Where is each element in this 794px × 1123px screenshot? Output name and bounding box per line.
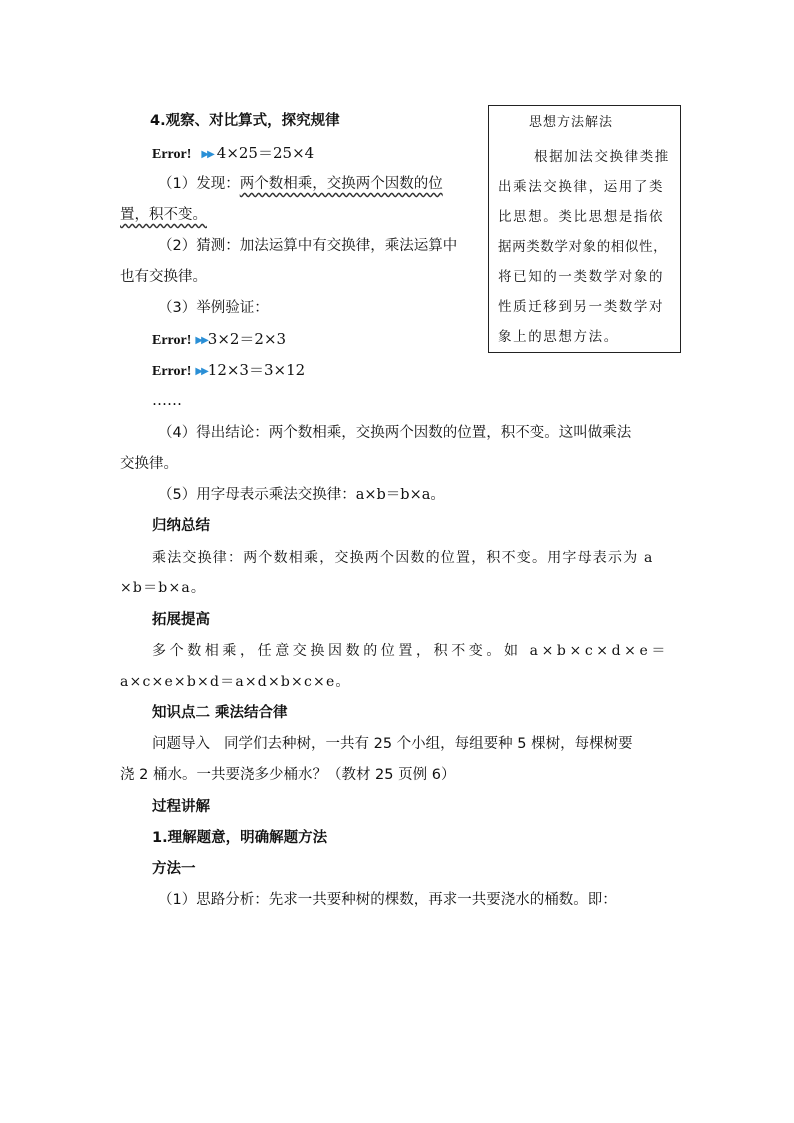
guess-line-1: （2）猜测：加法运算中有交换律，乘法运算中	[158, 238, 458, 254]
discover-underlined-1: 两个数相乘，交换两个因数的位	[239, 176, 443, 192]
formula-line	[152, 143, 314, 166]
conclusion-line-2: 交换律。	[120, 456, 178, 472]
discover-line-2	[120, 205, 207, 225]
intro-label: 问题导入	[152, 736, 210, 752]
double-chevron-icon: ▶▶	[201, 149, 213, 160]
step1-heading: 1.理解题意，明确解题方法	[152, 830, 328, 846]
sidebox-line: 出乘法交换律，运用了类	[498, 179, 665, 195]
method1-line: （1）思路分析：先求一共要种树的棵数，再求一共要浇水的桶数。即：	[158, 892, 617, 908]
intro-text-1: 同学们去种树，一共有 25 个小组，每组要种 5 棵树，每棵树要	[224, 736, 633, 752]
extension-heading: 拓展提高	[152, 612, 210, 628]
process-heading: 过程讲解	[152, 799, 210, 815]
guess-line-2: 也有交换律。	[120, 269, 207, 285]
double-chevron-icon: ▶▶	[195, 366, 207, 377]
example-1: 3×2＝2×3	[207, 330, 287, 348]
summary-line-1: 乘法交换律：两个数相乘，交换两个因数的位置，积不变。用字母表示为 a	[152, 550, 654, 566]
summary-heading: 归纳总结	[152, 518, 210, 534]
sidebox-line: 据两类数学对象的相似性，	[498, 239, 668, 255]
formula: 4×25＝25×4	[216, 144, 315, 162]
letters-prefix: （5）用字母表示乘法交换律：	[158, 487, 356, 503]
example-line-1	[152, 329, 286, 352]
summary-line-2: ×b＝b×a。	[120, 580, 207, 596]
sidebox-line: 根据加法交换律类推	[534, 149, 670, 165]
error-label: Error!	[152, 147, 192, 162]
letters-formula: a×b＝b×a。	[355, 487, 445, 503]
discover-prefix: （1）发现：	[158, 176, 240, 192]
error-label: Error!	[152, 333, 192, 348]
ellipsis: ……	[152, 391, 182, 409]
example-line-2	[152, 360, 305, 383]
intro-line-2: 浇 2 桶水。一共要浇多少桶水？（教材 25 页例 6）	[120, 767, 456, 783]
double-chevron-icon: ▶▶	[195, 335, 207, 346]
discover-line-1	[158, 174, 443, 194]
sidebox-body	[498, 142, 678, 352]
error-label: Error!	[152, 364, 192, 379]
sidebox-line: 将已知的一类数学对象的	[498, 269, 665, 285]
intro-line-1	[152, 734, 633, 754]
discover-underlined-2: 置，积不变。	[120, 207, 207, 223]
extension-line-1: 多个数相乘，任意交换因数的位置，积不变。如 a×b×c×d×e＝	[152, 643, 669, 659]
extension-line-2: a×c×e×b×d＝a×d×b×c×e。	[120, 674, 351, 690]
letters-line	[158, 485, 445, 505]
section-heading: 4.观察、对比算式，探究规律	[150, 113, 340, 129]
knowledge2-heading: 知识点二 乘法结合律	[152, 705, 288, 721]
method1-heading: 方法一	[152, 861, 196, 877]
method-sidebox	[488, 105, 681, 353]
sidebox-line: 象上的思想方法。	[498, 329, 619, 345]
sidebox-line: 性质迁移到另一类数学对	[498, 299, 665, 315]
sidebox-line: 比思想。类比思想是指依	[498, 209, 665, 225]
verify-heading: （3）举例验证：	[158, 300, 269, 316]
conclusion-line-1: （4）得出结论：两个数相乘，交换两个因数的位置，积不变。这叫做乘法	[158, 425, 632, 441]
sidebox-title: 思想方法解法	[529, 115, 614, 130]
example-2: 12×3＝3×12	[207, 361, 306, 379]
